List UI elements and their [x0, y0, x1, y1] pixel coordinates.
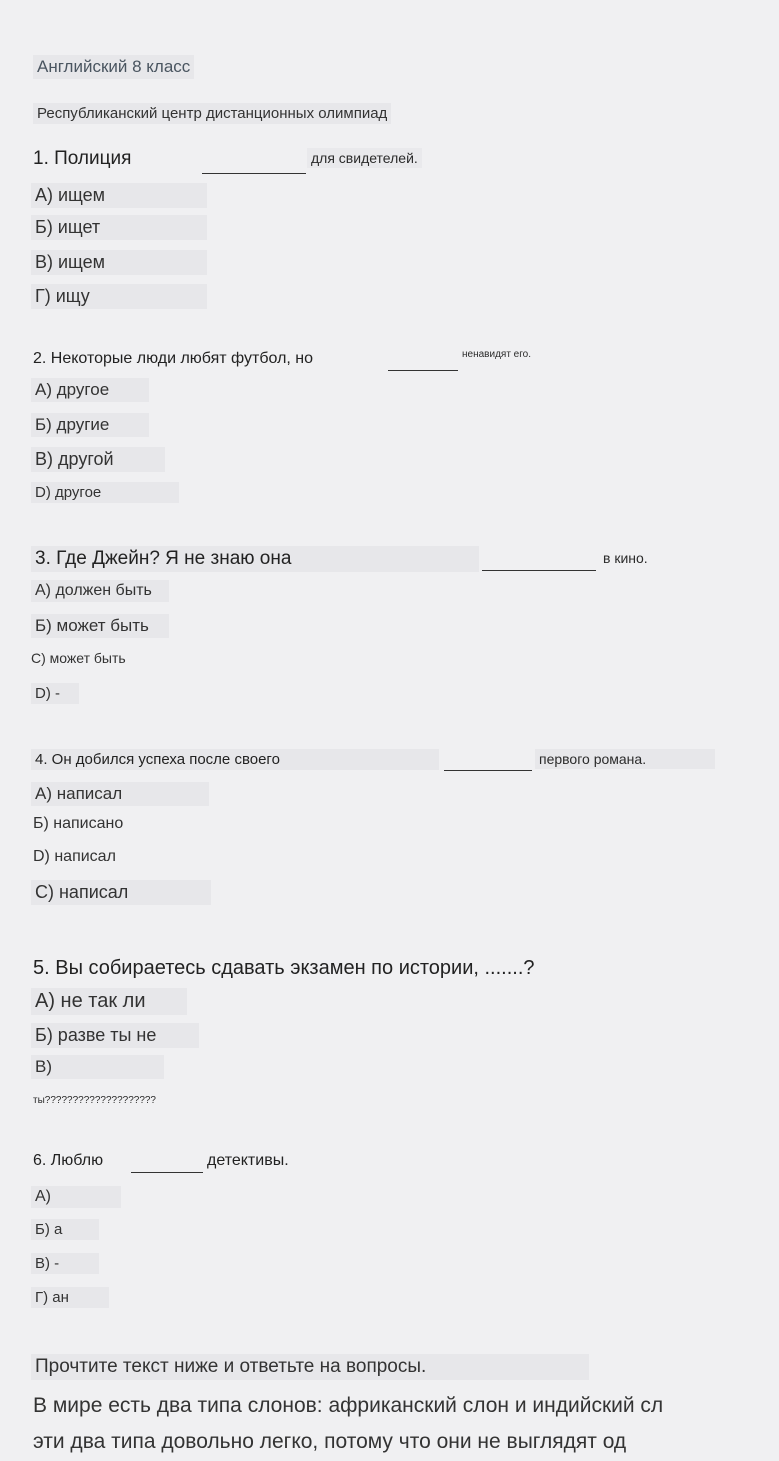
question-1-blank — [202, 173, 306, 174]
question-4-option-d: С) написал — [31, 880, 211, 905]
question-3-blank — [482, 570, 596, 571]
question-3-option-b: Б) может быть — [31, 614, 169, 638]
reading-line-1: В мире есть два типа слонов: африканский слон и индийский сл — [33, 1394, 664, 1417]
question-1-text: 1. Полиция — [33, 148, 132, 169]
question-3-option-a: А) должен быть — [31, 580, 169, 602]
question-6-after: детективы. — [207, 1152, 289, 1169]
question-1-option-b: Б) ищет — [31, 215, 207, 240]
question-6-option-d: Г) ан — [31, 1287, 109, 1308]
question-2-text: 2. Некоторые люди любят футбол, но — [33, 350, 314, 367]
question-1-option-c: В) ищем — [31, 250, 207, 275]
question-4-option-c: D) написал — [33, 848, 116, 865]
question-1-after: для свидетелей. — [307, 148, 422, 168]
question-3-after: в кино. — [603, 550, 648, 566]
question-5-option-b: Б) разве ты не — [31, 1023, 199, 1048]
question-2-option-d: D) другое — [31, 482, 179, 503]
question-4-text: 4. Он добился успеха после своего — [31, 749, 439, 770]
question-5-text: 5. Вы собираетесь сдавать экзамен по истории, .......? — [33, 957, 535, 979]
question-2-after: ненавидят его. — [462, 349, 532, 360]
question-4-option-b: Б) написано — [33, 815, 124, 832]
question-5-option-c: В) — [31, 1055, 164, 1079]
question-5-option-a: А) не так ли — [31, 988, 187, 1015]
reading-line-2: эти два типа довольно легко, потому что они не выглядят од — [33, 1430, 627, 1453]
reading-instruction: Прочтите текст ниже и ответьте на вопросы. — [31, 1354, 589, 1380]
question-3-text: 3. Где Джейн? Я не знаю она — [31, 546, 479, 572]
question-6-blank — [131, 1172, 203, 1173]
page-title: Английский 8 класс — [33, 55, 194, 79]
question-1-option-a: А) ищем — [31, 183, 207, 208]
question-6-text: 6. Люблю — [33, 1152, 104, 1169]
question-3-option-d: D) - — [31, 683, 79, 704]
question-2-blank — [388, 370, 458, 371]
question-4-option-a: А) написал — [31, 782, 209, 806]
question-2-option-c: В) другой — [31, 447, 165, 472]
question-2-option-b: Б) другие — [31, 413, 149, 437]
question-4-blank — [444, 770, 532, 771]
question-1-option-d: Г) ищу — [31, 284, 207, 309]
question-6-option-a: А) — [31, 1186, 121, 1208]
question-4-after: первого романа. — [535, 749, 715, 769]
question-6-option-c: В) - — [31, 1253, 99, 1274]
question-3-option-c: C) может быть — [31, 650, 126, 666]
question-6-option-b: Б) а — [31, 1219, 99, 1240]
page-subtitle: Республиканский центр дистанционных олимпиад — [33, 103, 391, 124]
question-2-option-a: А) другое — [31, 378, 149, 402]
question-5-option-c-text: ты???????????????????? — [33, 1095, 156, 1106]
